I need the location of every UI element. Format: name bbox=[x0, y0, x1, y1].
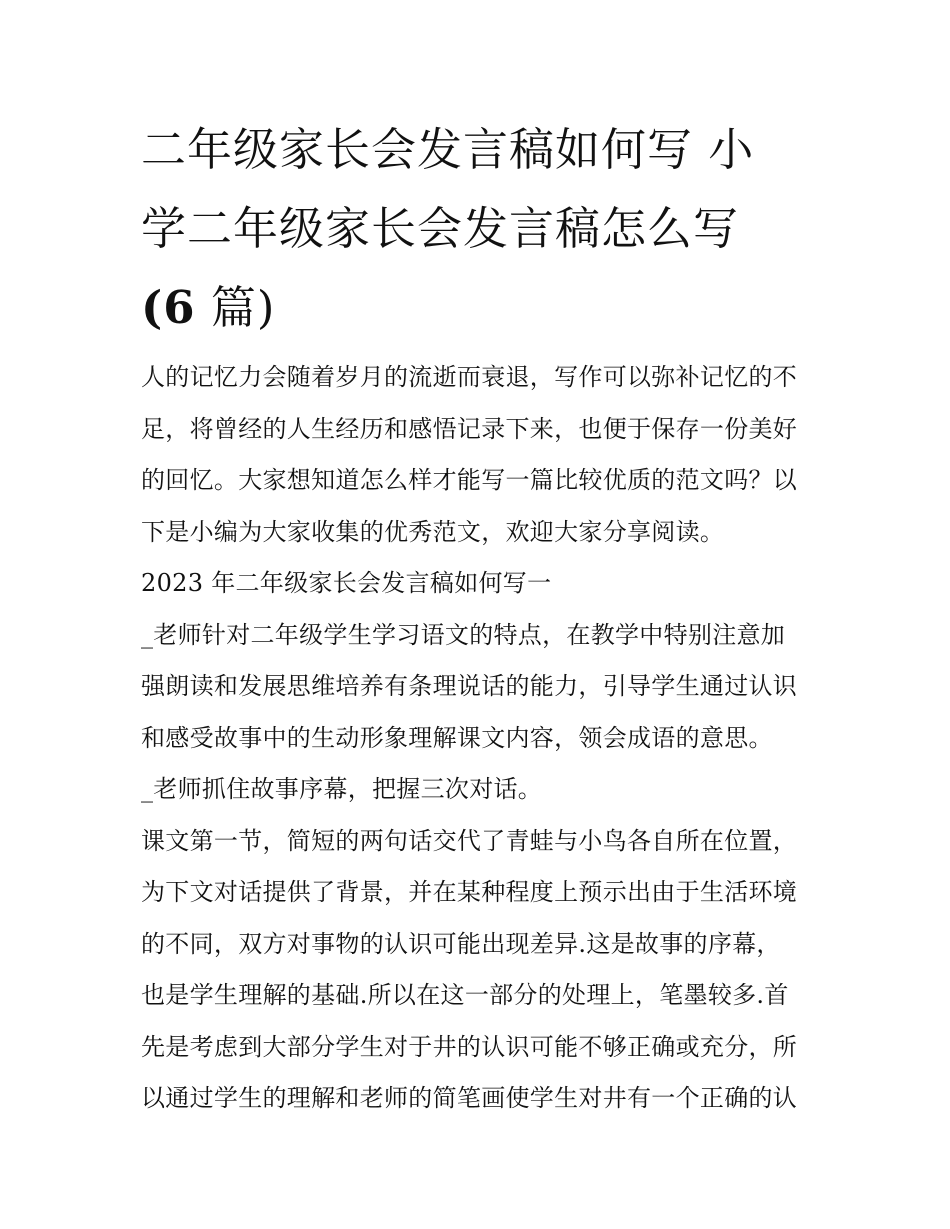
section-heading: 2023 年二年级家长会发言稿如何写一 bbox=[141, 569, 552, 597]
body-line: 的不同，双方对事物的认识可能出现差异.这是故事的序幕， bbox=[141, 929, 781, 958]
title-count: (6 bbox=[141, 281, 196, 334]
title-line-2: 学二年级家长会发言稿怎么写 bbox=[141, 202, 740, 255]
document-body bbox=[141, 352, 821, 1125]
body-line: _老师针对二年级学生学习语文的特点，在教学中特别注意加 bbox=[141, 620, 786, 649]
body-line: 为下文对话提供了背景，并在某种程度上预示出由于生活环境 bbox=[141, 878, 798, 906]
body-line: 课文第一节，简短的两句话交代了青蛙与小鸟各自所在位置， bbox=[141, 826, 798, 855]
body-line: 和感受故事中的生动形象理解课文内容，领会成语的意思。 bbox=[141, 723, 773, 752]
body-line: 下是小编为大家收集的优秀范文，欢迎大家分享阅读。 bbox=[141, 517, 725, 546]
body-line: _老师抓住故事序幕，把握三次对话。 bbox=[141, 775, 543, 803]
body-line: 也是学生理解的基础.所以在这一部分的处理上，笔墨较多.首 bbox=[141, 981, 789, 1009]
body-line: 先是考虑到大部分学生对于井的认识可能不够正确或充分，所 bbox=[141, 1032, 798, 1061]
body-line: 人的记忆力会随着岁月的流逝而衰退，写作可以弥补记忆的不 bbox=[141, 363, 798, 391]
title-line-3 bbox=[141, 268, 821, 347]
body-line: 以通过学生的理解和老师的简笔画使学生对井有一个正确的认 bbox=[141, 1084, 798, 1112]
body-line: 强朗读和发展思维培养有条理说话的能力，引导学生通过认识 bbox=[141, 672, 798, 700]
body-line: 足，将曾经的人生经历和感悟记录下来，也便于保存一份美好 bbox=[141, 414, 798, 443]
document-title bbox=[141, 110, 821, 347]
body-line: 的回忆。大家想知道怎么样才能写一篇比较优质的范文吗？以 bbox=[141, 466, 798, 494]
title-count-unit: 篇) bbox=[210, 281, 276, 334]
title-line-1: 二年级家长会发言稿如何写 小 bbox=[141, 123, 755, 176]
